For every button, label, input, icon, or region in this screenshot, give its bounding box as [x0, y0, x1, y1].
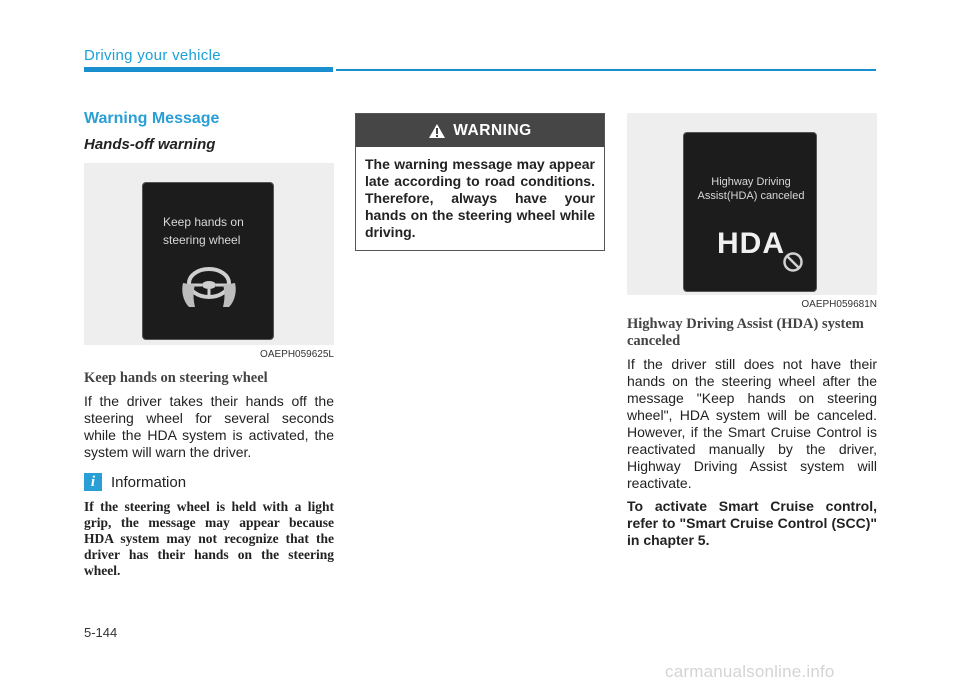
subsection-title: Hands-off warning	[84, 136, 216, 153]
hda-label: HDA	[717, 227, 785, 260]
info-header	[84, 473, 334, 491]
warning-title: WARNING	[453, 121, 532, 139]
cluster-display	[142, 182, 274, 340]
steering-wheel-icon	[179, 261, 239, 309]
info-title: Information	[111, 473, 187, 491]
page-header-title: Driving your vehicle	[84, 47, 221, 64]
left-column	[84, 110, 334, 579]
heading-hda-canceled: Highway Driving Assist (HDA) system canceled	[627, 316, 864, 349]
cluster-display	[683, 132, 817, 292]
heading-keep-hands: Keep hands on steering wheel	[84, 370, 268, 386]
figure-caption: OAEPH059681N	[801, 299, 877, 310]
warning-box	[355, 113, 605, 251]
section-title: Warning Message	[84, 110, 220, 127]
body-text: If the driver still does not have their hands on the steering wheel after the message "Keep hands on steering wheel", HDA system will be canceled. However, if the Smart Cruise Control is reactivated manually by the driver, Highway Driving Assist system will reactivate.	[627, 356, 877, 491]
prohibited-icon	[782, 251, 804, 273]
right-column	[627, 113, 877, 549]
header-rule-thick	[84, 67, 333, 72]
info-text: If the steering wheel is held with a light grip, the message may appear because HDA system may not recognize that the driver has their hands on the steering wheel.	[84, 499, 334, 578]
scc-reference: To activate Smart Cruise control, refer to "Smart Cruise Control (SCC)" in chapter 5.	[627, 498, 877, 548]
header-rule-thin	[336, 69, 876, 71]
cluster-message: Keep hands on steering wheel	[163, 215, 244, 247]
warning-header	[356, 114, 604, 147]
warning-text: The warning message may appear late according to road conditions. Therefore, always have your hands on the steering wheel while driving.	[365, 156, 595, 240]
warning-icon	[428, 123, 446, 139]
figure-caption: OAEPH059625L	[260, 349, 334, 360]
watermark: carmanualsonline.info	[665, 662, 835, 681]
body-text: If the driver takes their hands off the steering wheel for several seconds while the HDA system is activated, the system will warn the driver.	[84, 393, 334, 460]
figure-hands-off	[84, 163, 334, 345]
info-icon: i	[84, 473, 102, 491]
figure-hda-canceled	[627, 113, 877, 295]
page-number: 5-144	[84, 625, 118, 640]
cluster-message: Highway Driving Assist(HDA) canceled	[697, 176, 805, 202]
